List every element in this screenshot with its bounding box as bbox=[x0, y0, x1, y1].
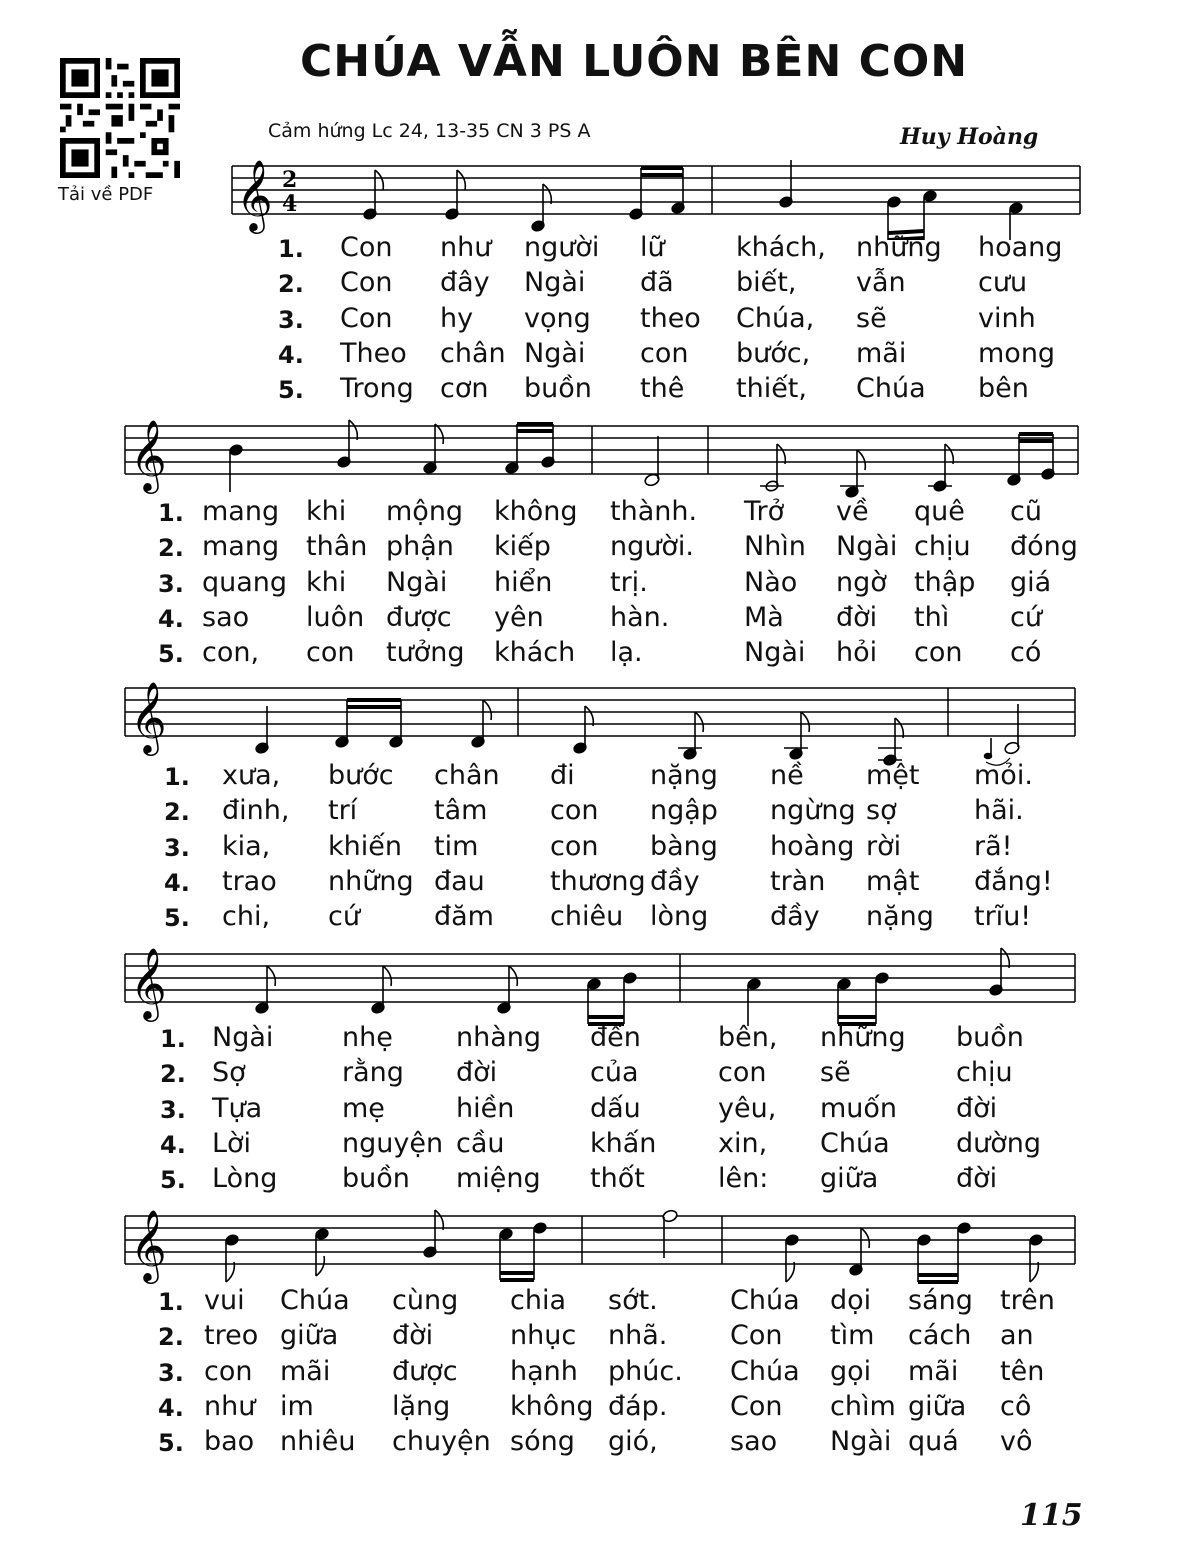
lyric-syllable: xưa, bbox=[222, 760, 281, 791]
lyric-syllable: hàn. bbox=[610, 601, 670, 633]
treble-clef-icon: 𝄞 bbox=[130, 946, 167, 1019]
lyric-syllable: Trong bbox=[340, 373, 414, 405]
lyric-syllable: giữa bbox=[820, 1163, 879, 1195]
lyric-syllable: những bbox=[856, 232, 942, 263]
lyric-syllable: hỏi bbox=[836, 637, 878, 669]
lyric-syllable: Chúa, bbox=[736, 302, 815, 334]
lyric-syllable: đời bbox=[456, 1057, 498, 1089]
lyric-syllable: bước, bbox=[736, 337, 811, 369]
lyric-syllable: cũ bbox=[1010, 496, 1042, 527]
lyric-syllable: sao bbox=[730, 1426, 778, 1458]
lyric-syllable: tên bbox=[1000, 1355, 1045, 1387]
lyric-syllable: xin, bbox=[718, 1127, 768, 1159]
lyric-syllable: Chúa bbox=[730, 1285, 800, 1316]
time-signature: 2 bbox=[282, 167, 298, 193]
lyric-syllable: ngờ bbox=[836, 566, 887, 598]
verse-number: 1. bbox=[160, 1025, 186, 1053]
lyric-syllable: Ngài bbox=[830, 1426, 892, 1458]
lyric-syllable: người bbox=[524, 232, 600, 263]
lyric-syllable: gió, bbox=[608, 1426, 658, 1458]
lyric-syllable: sáng bbox=[908, 1285, 973, 1316]
lyric-syllable: mang bbox=[202, 531, 280, 563]
inspiration-note: Cảm hứng Lc 24, 13-35 CN 3 PS A bbox=[268, 120, 591, 142]
lyric-syllable: thân bbox=[306, 531, 368, 563]
verse-number: 1. bbox=[278, 235, 304, 263]
lyric-syllable: vọng bbox=[524, 302, 591, 334]
lyric-syllable: Theo bbox=[340, 337, 407, 369]
lyric-syllable: bàng bbox=[650, 830, 718, 862]
lyric-syllable: lữ bbox=[640, 232, 665, 263]
lyric-syllable: giá bbox=[1010, 566, 1052, 598]
verse-number: 3. bbox=[278, 305, 304, 334]
lyric-syllable: Mà bbox=[744, 601, 784, 633]
verse-number: 2. bbox=[158, 534, 184, 563]
lyric-syllable: cầu bbox=[456, 1127, 505, 1159]
lyric-syllable: hoang bbox=[978, 232, 1063, 263]
lyric-syllable: chịu bbox=[914, 531, 971, 563]
lyric-syllable: Ngài bbox=[836, 531, 898, 563]
lyric-syllable: đáp. bbox=[608, 1390, 668, 1422]
lyric-syllable: hạnh bbox=[510, 1355, 578, 1387]
lyric-syllable: quang bbox=[202, 566, 288, 598]
lyric-syllable: trên bbox=[1000, 1285, 1055, 1316]
verse-number: 3. bbox=[158, 569, 184, 598]
lyric-syllable: lạ. bbox=[610, 637, 643, 669]
lyric-syllable: Nhìn bbox=[744, 531, 806, 563]
lyric-syllable: vô bbox=[1000, 1426, 1033, 1458]
lyric-syllable: sớt. bbox=[608, 1285, 658, 1316]
lyric-syllable: về bbox=[836, 496, 869, 527]
lyric-syllable: Nào bbox=[744, 566, 798, 598]
lyric-syllable: Sợ bbox=[212, 1057, 246, 1089]
verse-number: 5. bbox=[158, 640, 184, 669]
lyric-syllable: cách bbox=[908, 1320, 972, 1352]
lyric-syllable: tưởng bbox=[386, 637, 465, 669]
lyric-syllable: chi, bbox=[222, 901, 271, 933]
lyric-syllable: quê bbox=[914, 496, 965, 527]
verse-number: 4. bbox=[164, 868, 190, 897]
page-number: 115 bbox=[1020, 1498, 1083, 1533]
lyric-syllable: thốt bbox=[590, 1163, 645, 1195]
lyric-syllable: những bbox=[820, 1022, 906, 1053]
svg-text:4: 4 bbox=[282, 191, 298, 217]
lyric-syllable: chân bbox=[434, 760, 500, 791]
lyric-syllable: an bbox=[1000, 1320, 1034, 1352]
lyric-syllable: thành. bbox=[610, 496, 698, 527]
lyric-syllable: của bbox=[590, 1057, 639, 1089]
lyric-syllable: khách, bbox=[736, 232, 826, 263]
lyric-syllable: nhiêu bbox=[280, 1426, 356, 1458]
lyric-syllable: tim bbox=[434, 830, 479, 862]
lyric-syllable: cưu bbox=[978, 267, 1028, 299]
lyric-syllable: bên bbox=[978, 373, 1029, 405]
lyric-syllable: như bbox=[440, 232, 492, 263]
lyric-syllable: đến bbox=[590, 1022, 641, 1053]
lyric-syllable: mãi bbox=[280, 1355, 331, 1387]
treble-clef-icon: 𝄞 bbox=[130, 418, 167, 491]
verse-number: 5. bbox=[160, 1166, 186, 1195]
lyric-syllable: con bbox=[640, 337, 689, 369]
lyric-syllable: ngừng bbox=[770, 795, 856, 827]
verse-number: 2. bbox=[164, 798, 190, 827]
lyric-syllable: nhẹ bbox=[342, 1022, 393, 1053]
lyric-syllable: chân bbox=[440, 337, 506, 369]
lyric-syllable: buồn bbox=[342, 1163, 410, 1195]
lyric-syllable: khi bbox=[306, 496, 347, 527]
lyric-syllable: Lời bbox=[212, 1127, 252, 1159]
lyric-syllable: hy bbox=[440, 302, 474, 334]
lyric-syllable: dường bbox=[956, 1127, 1042, 1159]
notes bbox=[363, 160, 1023, 240]
verse-number: 3. bbox=[158, 1358, 184, 1387]
lyric-syllable: Chúa bbox=[280, 1285, 350, 1316]
lyric-syllable: sẽ bbox=[820, 1057, 851, 1089]
lyric-syllable: Con bbox=[730, 1320, 783, 1352]
staff-system-2 bbox=[0, 400, 1200, 510]
lyric-syllable: Trở bbox=[744, 496, 785, 527]
lyric-syllable: khách bbox=[494, 637, 576, 669]
lyric-syllable: chuyện bbox=[392, 1426, 491, 1458]
lyric-syllable: giữa bbox=[908, 1390, 967, 1422]
lyric-syllable: mộng bbox=[386, 496, 464, 527]
lyric-syllable: đóng bbox=[1010, 531, 1078, 563]
lyric-syllable: Ngài bbox=[744, 637, 806, 669]
lyric-syllable: gọi bbox=[830, 1355, 872, 1387]
lyric-syllable: tràn bbox=[770, 865, 826, 897]
lyric-syllable: mãi bbox=[908, 1355, 959, 1387]
verse-number: 2. bbox=[158, 1323, 184, 1352]
verse-number: 1. bbox=[158, 1288, 184, 1316]
lyric-syllable: cứ bbox=[1010, 601, 1042, 633]
lyric-syllable: lòng bbox=[650, 901, 709, 933]
lyric-syllable: trị. bbox=[610, 566, 648, 598]
lyric-syllable: Con bbox=[340, 267, 393, 299]
lyric-syllable: con bbox=[550, 830, 599, 862]
lyric-syllable: cứ bbox=[328, 901, 360, 933]
lyric-syllable: Con bbox=[730, 1390, 783, 1422]
lyric-syllable: đăm bbox=[434, 901, 494, 933]
lyric-syllable: đời bbox=[956, 1163, 998, 1195]
lyric-syllable: mang bbox=[202, 496, 280, 527]
lyric-syllable: yên bbox=[494, 601, 544, 633]
lyric-syllable: nặng bbox=[866, 901, 934, 933]
lyric-syllable: cùng bbox=[392, 1285, 459, 1316]
lyric-syllable: nhục bbox=[510, 1320, 577, 1352]
lyric-syllable: trí bbox=[328, 795, 358, 827]
staff-system-5 bbox=[0, 1190, 1200, 1300]
lyric-syllable: đời bbox=[836, 601, 878, 633]
lyric-syllable: treo bbox=[204, 1320, 259, 1352]
lyric-syllable: luôn bbox=[306, 601, 365, 633]
lyric-syllable: được bbox=[392, 1355, 458, 1387]
lyric-syllable: cơn bbox=[440, 373, 489, 405]
lyric-syllable: không bbox=[494, 496, 578, 527]
verse-number: 3. bbox=[160, 1095, 186, 1124]
lyric-syllable: thì bbox=[914, 601, 950, 633]
lyric-syllable: Con bbox=[340, 302, 393, 334]
lyric-syllable: đắng! bbox=[974, 865, 1053, 897]
lyric-syllable: những bbox=[328, 865, 414, 897]
verse-number: 1. bbox=[158, 499, 184, 527]
lyric-syllable: ngập bbox=[650, 795, 718, 827]
lyric-syllable: Chúa bbox=[730, 1355, 800, 1387]
lyric-syllable: Chúa bbox=[820, 1127, 890, 1159]
lyric-syllable: hoàng bbox=[770, 830, 855, 862]
lyric-syllable: đi bbox=[550, 760, 575, 791]
lyric-syllable: hãi. bbox=[974, 795, 1024, 827]
lyric-syllable: đinh, bbox=[222, 795, 290, 827]
verse-number: 1. bbox=[164, 763, 190, 791]
lyric-syllable: con bbox=[204, 1355, 253, 1387]
lyric-syllable: không bbox=[510, 1390, 594, 1422]
lyric-syllable: sẽ bbox=[856, 302, 887, 334]
lyric-syllable: vinh bbox=[978, 302, 1036, 334]
lyric-syllable: Ngài bbox=[212, 1022, 274, 1053]
lyric-syllable: yêu, bbox=[718, 1092, 777, 1124]
lyric-syllable: buồn bbox=[524, 373, 592, 405]
lyric-syllable: Lòng bbox=[212, 1163, 278, 1195]
lyric-syllable: đầy bbox=[770, 901, 820, 933]
lyric-syllable: cô bbox=[1000, 1390, 1032, 1422]
lyric-syllable: dấu bbox=[590, 1092, 641, 1124]
lyric-syllable: mỏi. bbox=[974, 760, 1033, 791]
verse-number: 4. bbox=[278, 340, 304, 369]
lyric-syllable: khi bbox=[306, 566, 347, 598]
lyric-syllable: im bbox=[280, 1390, 314, 1422]
lyric-syllable: buồn bbox=[956, 1022, 1024, 1053]
lyric-syllable: mãi bbox=[856, 337, 907, 369]
treble-clef-icon: 𝄞 bbox=[130, 680, 167, 753]
lyric-syllable: kia, bbox=[222, 830, 271, 862]
lyric-syllable: quá bbox=[908, 1426, 959, 1458]
lyric-syllable: thiết, bbox=[736, 373, 807, 405]
verse-number: 5. bbox=[158, 1429, 184, 1458]
lyric-syllable: giữa bbox=[280, 1320, 339, 1352]
lyric-syllable: nhàng bbox=[456, 1022, 542, 1053]
lyric-syllable: trao bbox=[222, 865, 277, 897]
lyric-syllable: thê bbox=[640, 373, 685, 405]
lyric-syllable: kiếp bbox=[494, 531, 551, 563]
composer-name: Huy Hoàng bbox=[900, 124, 1039, 150]
verse-number: 4. bbox=[158, 604, 184, 633]
lyric-syllable: nề bbox=[770, 760, 804, 791]
lyric-syllable: bên, bbox=[718, 1022, 778, 1053]
download-pdf-label[interactable]: Tải về PDF bbox=[58, 184, 154, 205]
treble-clef-icon: 𝄞 bbox=[130, 1208, 167, 1281]
lyric-syllable: biết, bbox=[736, 267, 797, 299]
lyric-syllable: chia bbox=[510, 1285, 567, 1316]
lyric-syllable: sợ bbox=[866, 795, 897, 827]
lyric-syllable: đời bbox=[392, 1320, 434, 1352]
lyric-syllable: hiển bbox=[494, 566, 553, 598]
lyric-syllable: mong bbox=[978, 337, 1056, 369]
lyric-syllable: mệt bbox=[866, 760, 920, 791]
lyric-syllable: mật bbox=[866, 865, 920, 897]
lyric-syllable: Con bbox=[340, 232, 393, 263]
lyric-syllable: bước bbox=[328, 760, 394, 791]
lyric-syllable: hiền bbox=[456, 1092, 515, 1124]
lyric-syllable: rời bbox=[866, 830, 902, 862]
staff-system-1 bbox=[0, 140, 1200, 240]
staff-system-3 bbox=[0, 662, 1200, 772]
verse-number: 5. bbox=[164, 904, 190, 933]
lyric-syllable: trĩu! bbox=[974, 901, 1032, 933]
lyric-syllable: thương bbox=[550, 865, 646, 897]
lyric-syllable: có bbox=[1010, 637, 1042, 669]
lyric-syllable: người. bbox=[610, 531, 694, 563]
lyric-syllable: nguyện bbox=[342, 1127, 444, 1159]
lyric-syllable: đời bbox=[956, 1092, 998, 1124]
lyric-syllable: đây bbox=[440, 267, 490, 299]
verse-number: 5. bbox=[278, 376, 304, 405]
song-title: CHÚA VẪN LUÔN BÊN CON bbox=[300, 36, 969, 87]
lyric-syllable: như bbox=[204, 1390, 256, 1422]
lyric-syllable: con bbox=[306, 637, 355, 669]
lyric-syllable: khấn bbox=[590, 1127, 657, 1159]
lyric-syllable: miệng bbox=[456, 1163, 541, 1195]
lyric-syllable: rằng bbox=[342, 1057, 404, 1089]
lyric-syllable: rã! bbox=[974, 830, 1013, 862]
lyric-syllable: đau bbox=[434, 865, 485, 897]
lyric-syllable: sóng bbox=[510, 1426, 575, 1458]
lyric-syllable: thập bbox=[914, 566, 976, 598]
lyric-syllable: được bbox=[386, 601, 452, 633]
lyric-syllable: nhã. bbox=[608, 1320, 668, 1352]
lyric-syllable: đã bbox=[640, 267, 674, 299]
lyric-syllable: dọi bbox=[830, 1285, 872, 1316]
lyric-syllable: Ngài bbox=[386, 566, 448, 598]
lyric-syllable: Ngài bbox=[524, 337, 586, 369]
treble-clef-icon: 𝄞 bbox=[236, 158, 273, 231]
lyric-syllable: Tựa bbox=[212, 1092, 263, 1124]
lyric-syllable: con bbox=[718, 1057, 767, 1089]
lyric-syllable: tìm bbox=[830, 1320, 875, 1352]
lyric-syllable: vui bbox=[204, 1285, 245, 1316]
lyric-syllable: Ngài bbox=[524, 267, 586, 299]
lyric-syllable: chịu bbox=[956, 1057, 1013, 1089]
lyric-syllable: khiến bbox=[328, 830, 402, 862]
lyric-syllable: con, bbox=[202, 637, 260, 669]
lyric-syllable: tâm bbox=[434, 795, 488, 827]
lyric-syllable: con bbox=[550, 795, 599, 827]
lyric-syllable: lên: bbox=[718, 1163, 769, 1195]
verse-number: 2. bbox=[160, 1060, 186, 1089]
verse-number: 4. bbox=[160, 1130, 186, 1159]
lyric-syllable: mẹ bbox=[342, 1092, 385, 1124]
lyric-syllable: muốn bbox=[820, 1092, 898, 1124]
lyric-syllable: phận bbox=[386, 531, 454, 563]
lyric-syllable: Chúa bbox=[856, 373, 926, 405]
lyric-syllable: phúc. bbox=[608, 1355, 683, 1387]
lyric-syllable: theo bbox=[640, 302, 701, 334]
lyric-syllable: sao bbox=[202, 601, 250, 633]
verse-number: 3. bbox=[164, 833, 190, 862]
lyric-syllable: vẫn bbox=[856, 267, 906, 299]
verse-number: 2. bbox=[278, 270, 304, 299]
lyric-syllable: chiêu bbox=[550, 901, 624, 933]
lyric-syllable: bao bbox=[204, 1426, 255, 1458]
lyric-syllable: chìm bbox=[830, 1390, 896, 1422]
lyric-syllable: nặng bbox=[650, 760, 718, 791]
lyric-syllable: con bbox=[914, 637, 963, 669]
lyric-syllable: lặng bbox=[392, 1390, 451, 1422]
lyric-syllable: đầy bbox=[650, 865, 700, 897]
verse-number: 4. bbox=[158, 1393, 184, 1422]
